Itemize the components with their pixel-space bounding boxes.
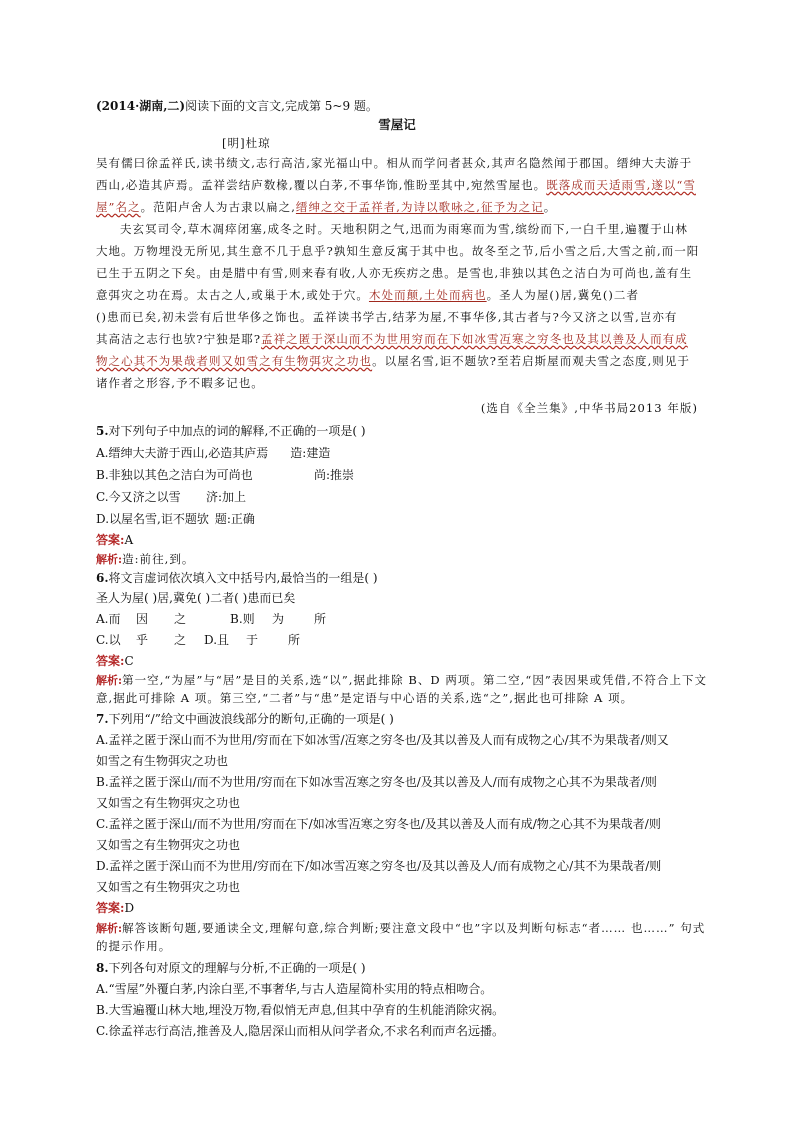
option: B.孟祥之匿于深山/而不为世用/穷而在下如冰雪冱寒之穷冬也/及其以善及人/而有成物之心其不为果哉者/则 — [96, 775, 657, 789]
passage-line: 已生于五阴之下矣。由是腊中有雪,则来春有收,人亦无疾疠之患。是雪也,非独以其色之洁白为可尚也,盖有生 — [96, 266, 693, 280]
question-8-stem: 8.下列各句对原文的理解与分析,不正确的一项是( ) — [96, 961, 366, 975]
question-5-stem: 5.对下列句子中加点的词的解释,不正确的一项是( ) — [96, 424, 366, 438]
passage-line: 屋”名之。范阳卢舍人为古隶以扁之,缙绅之交于孟祥者,为诗以歌咏之,征予为之记。 — [96, 200, 557, 214]
passage-line: 意弭灾之功在焉。太古之人,或巢于木,或处于穴。木处而颠,土处而病也。圣人为屋()居,冀免()二者 — [96, 288, 639, 302]
source-note: (选自《全兰集》,中华书局2013 年版) — [480, 401, 698, 415]
wavy-underlined-text: 孟祥之匿于深山而不为世用穷而在下如冰雪冱寒之穷冬也及其以善及人而有成 — [261, 332, 688, 346]
option: 又如雪之有生物弭灾之功也 — [96, 880, 241, 894]
passage-line: ()患而已矣,初未尝有后世华侈之饰也。孟祥读书学古,结茅为屋,不事华侈,其古者与?今又济之以雪,岂亦有 — [96, 310, 678, 324]
passage-line: 大地。万物埋没无所见,其生意不几于息乎?孰知生意反寓于其中也。故冬至之节,后小雪之后,大雪之前,而一阳 — [96, 244, 700, 258]
answer: 答案:C — [96, 654, 134, 668]
underlined-text: 缙绅之交于孟祥者,为诗以歌咏之,征予为之记 — [295, 200, 544, 214]
passage-line: 诸作者之形容,予不暇多记也。 — [96, 376, 264, 390]
explanation: 意,据此可排除 A 项。第三空,“二者”与“患”是定语与中心语的关系,选“之”,据此也可排除 A 项。 — [96, 691, 634, 705]
wavy-underlined-text: 既落成而天适雨雪,遂以“雪 — [546, 178, 696, 192]
option: A.孟祥之匿于深山而不为世用/穷而在下如冰雪/冱寒之穷冬也/及其以善及人而有成物之心/其不为果哉者/则又 — [96, 733, 669, 747]
option: 如雪之有生物弭灾之功也 — [96, 754, 229, 768]
passage-line: 吴有儒曰徐孟祥氏,读书绩文,志行高洁,家光福山中。相从而学问者甚众,其声名隐然闻于郡国。缙绅大夫游于 — [96, 156, 693, 170]
question-6-stem: 6.将文言虚词依次填入文中括号内,最恰当的一组是( ) — [96, 571, 378, 585]
option: C.徐孟祥志行高洁,推善及人,隐居深山而相从问学者众,不求名利而声名远播。 — [96, 1024, 505, 1038]
explanation: 解析:造:前往,到。 — [96, 552, 195, 566]
underlined-text: 木处而颠,土处而病也 — [368, 288, 487, 302]
answer: 答案:D — [96, 901, 135, 915]
option: D.以屋名雪,讵不题欤 题:正确 — [96, 512, 255, 526]
wavy-underlined-text: 屋”名之 — [96, 200, 141, 214]
question-quote: 圣人为屋( )居,冀免( )二者( )患而已矣 — [96, 591, 296, 605]
question-7-stem: 7.下列用“/”给文中画波浪线部分的断句,正确的一项是( ) — [96, 712, 394, 726]
passage-title: 雪屋记 — [378, 117, 416, 132]
option: 又如雪之有生物弭灾之功也 — [96, 796, 241, 810]
option: C.孟祥之匿于深山/而不为世用/穷而在下/如冰雪冱寒之穷冬也/及其以善及人而有成/物之心其不为果哉者/则 — [96, 817, 661, 831]
passage-line: 物之心其不为果哉者则又如雪之有生物弭灾之功也。以屋名雪,讵不题欤?至若启斯屋而观夫雪之态度,则见于 — [96, 354, 690, 368]
option: A.“雪屋”外覆白茅,内涂白垩,不事奢华,与古人造屋简朴实用的特点相吻合。 — [96, 982, 493, 996]
passage-author: [明]杜琼 — [222, 136, 271, 150]
explanation: 解析:第一空,“为屋”与“居”是目的关系,选“以”,据此排除 B、D 两项。第二空,“因”表因果或凭借,不符合上下文 — [96, 673, 708, 687]
passage-line: 西山,必造其庐焉。孟祥尝结庐数椽,覆以白茅,不事华饰,惟盼垩其中,宛然雪屋也。既落成而天适雨雪,遂以“雪 — [96, 178, 696, 192]
option: D.孟祥之匿于深山而不为世用/穷而在下/如冰雪冱寒之穷冬也/及其以善及人/而有成物之心/其不为果哉者/则 — [96, 859, 662, 873]
answer: 答案:A — [96, 533, 134, 547]
option-row: C.以 乎 之 D.且 于 所 — [96, 633, 301, 647]
explanation: 解析:解答该断句题,要通读全文,理解句意,综合判断;要注意文段中“也”字以及判断句标志“者…… 也……” 句式 — [96, 921, 706, 935]
explanation: 的提示作用。 — [96, 939, 172, 953]
passage-line: 其高洁之志行也欤?宁独是耶?孟祥之匿于深山而不为世用穷而在下如冰雪冱寒之穷冬也及其以善及人而有成 — [96, 332, 688, 346]
passage-line: 夫玄冥司令,草木凋瘁闭塞,成冬之时。天地积阴之气,迅而为雨寒而为雪,缤纷而下,一白千里,遍覆于山林 — [120, 222, 688, 236]
option: B.非独以其色之洁白为可尚也 尚:推崇 — [96, 468, 355, 482]
option-row: A.而 因 之 B.则 为 所 — [96, 612, 327, 626]
option: C.今又济之以雪 济:加上 — [96, 490, 247, 504]
intro-source: (2014·湖南,二) — [96, 99, 186, 113]
passage-intro — [96, 98, 378, 114]
intro-text: 阅读下面的文言文,完成第 5~9 题。 — [185, 99, 378, 113]
option: A.缙绅大夫游于西山,必造其庐焉 造:建造 — [96, 446, 331, 460]
option: B.大雪遍覆山林大地,埋没万物,看似悄无声息,但其中孕育的生机能消除灾祸。 — [96, 1003, 505, 1017]
option: 又如雪之有生物弭灾之功也 — [96, 838, 241, 852]
wavy-underlined-text: 物之心其不为果哉者则又如雪之有生物弭灾之功也 — [96, 354, 373, 368]
